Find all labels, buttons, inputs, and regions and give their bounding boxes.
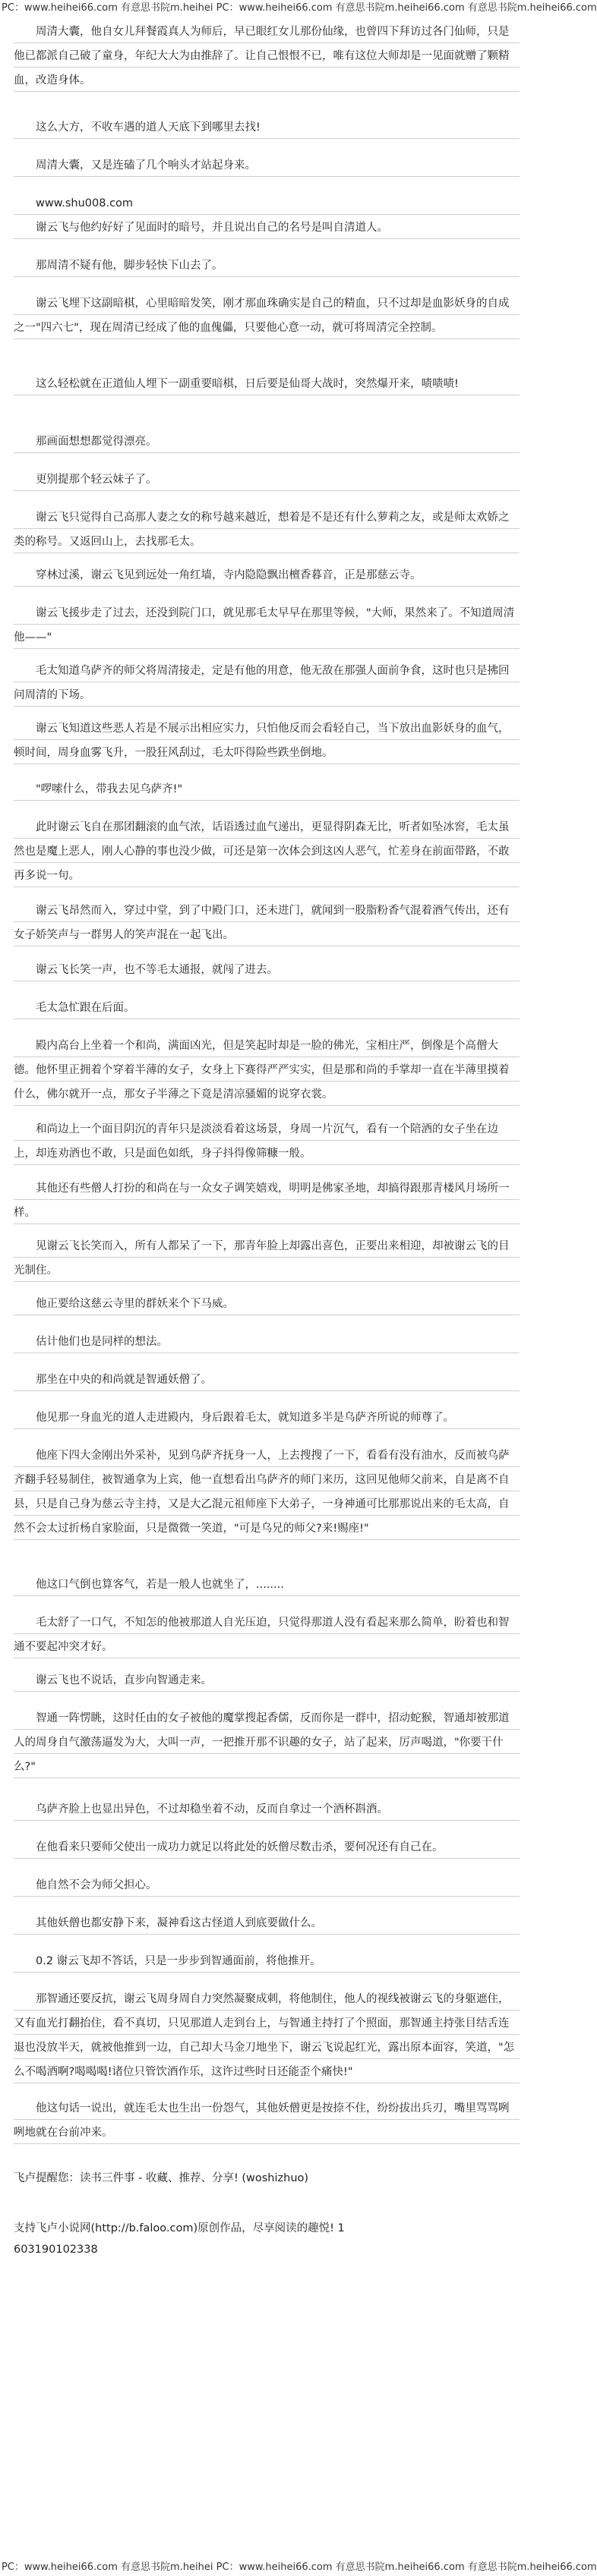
paragraph: 谢云飞长笑一声，也不等毛太通报，就闯了进去。 bbox=[14, 958, 520, 982]
site-header-banner: PC：www.heihei66.com 有意思书院m.heihei PC：www.heihei66.com 有意思书院m.heihei66.com 有意思书院m.heihei66.com bbox=[2, 2, 597, 14]
paragraph: 周清大囊，他自女儿拜餐霞真人为师后，早已眼红女儿那份仙缘，也曾四下拜访过各门仙师，只是他已都派自己破了童身，年纪大大为由推辞了。让自己恨恨不已，唯有这位大师却是一见面就赠了颗精血，改造身体。 bbox=[14, 20, 520, 93]
paragraph: 其他还有些僧人打扮的和尚在与一众女子调笑嬉戏，明明是佛家圣地，却搞得跟那青楼风月场所一样。 bbox=[14, 1176, 520, 1225]
paragraph: 谢云飞只觉得自己高那人妻之女的称号越来越近，想着是不是还有什么萝莉之友，或是师太欢娇之类的称号。又返回山上，去找那毛太。 bbox=[14, 505, 520, 554]
paragraph: 那画面想想都觉得漂亮。 bbox=[14, 430, 520, 454]
paragraph: 和尚边上一个面目阴沉的青年只是淡淡看着这场景，身周一片沉气，看有一个陪酒的女子坐在边上，却连劝酒也不敢，只是面色如纸，身子抖得像筛糠一般。 bbox=[14, 1117, 520, 1166]
paragraph: 穿林过溪，谢云飞见到远处一角红墙，寺内隐隐飘出檀香暮音，正是那慈云寺。 bbox=[14, 563, 520, 587]
paragraph: 谢云飞昂然而入，穿过中堂，到了中殿门口，还未进门，就闻到一股脂粉香气混着酒气传出，还有女子娇笑声与一群男人的笑声混在一起飞出。 bbox=[14, 899, 520, 947]
paragraph: 智通一阵愣眺，这时任由的女子被他的魔掌搜起香儒，反而你是一群中，招动蛇猴，智通却被那道人的周身自气激荡逼发为大，大叫一声，一把推开那不识趣的女子，站了起来，厉声喝道，"你要干什么?" bbox=[14, 1706, 520, 1779]
paragraph: 这么大方，不收车遇的道人天底下到哪里去找! bbox=[14, 115, 520, 140]
reader-reminder: 飞卢提醒您：读书三件事 - 收藏、推荐、分享! (woshizhuo) bbox=[14, 2172, 309, 2184]
paragraph: 他这句话一说出，就连毛太也生出一份怨气，其他妖僧更是按捺不住，纷纷拔出兵刃，嘴里骂骂咧咧地就在台前冲来。 bbox=[14, 2096, 520, 2145]
paragraph: 估计他们也是同样的想法。 bbox=[14, 1330, 520, 1354]
paragraph: 那坐在中央的和尚就是智通妖僧了。 bbox=[14, 1368, 520, 1392]
paragraph: 更别提那个轻云妹子了。 bbox=[14, 468, 520, 492]
paragraph: 其他妖僧也都安静下来，凝神看这古怪道人到底要做什么。 bbox=[14, 1911, 520, 1935]
book-id: 603190102338 bbox=[14, 2244, 98, 2256]
paragraph: 在他看来只要师父使出一成功力就足以将此处的妖僧尽数击杀，要何况还有自己在。 bbox=[14, 1835, 520, 1860]
paragraph: 他这口气倒也算客气，若是一般人也就坐了，........ bbox=[14, 1573, 520, 1597]
site-footer-banner: PC：www.heihei66.com 有意思书院m.heihei PC：www.heihei66.com 有意思书院m.heihei66.com 有意思书院m.heihei66.com bbox=[2, 2562, 597, 2573]
paragraph: 谢云飞也不说话，直步向智通走来。 bbox=[14, 1668, 520, 1693]
paragraph: 谢云飞与他约好好了见面时的暗号，并且说出自己的名号是叫自清道人。 bbox=[14, 216, 520, 240]
paragraph: 谢云飞知道这些恶人若是不展示出相应实力，只怕他反而会看轻自己，当下放出血影妖身的血气，顿时间，周身血雾飞升，一股狂风刮过，毛太吓得险些跌坐倒地。 bbox=[14, 716, 520, 765]
paragraph: 毛太急忙跟在后面。 bbox=[14, 996, 520, 1020]
paragraph: 毛太舒了一口气，不知怎的他被那道人自光压迫，只觉得那道人没有看起来那么简单，盼着也和智通不要起冲突才好。 bbox=[14, 1611, 520, 1659]
paragraph: 此时谢云飞自在那团翻滚的血气浓，话语透过血气递出，更显得阴森无比，听者如坠冰窖，毛太虽然也是魔上恶人，刚人心静的事也没少做，可还是第一次体会到这凶人恶气，忙差身在前面带路，不敢再多说一句。 bbox=[14, 815, 520, 888]
paragraph: 谢云飞埋下这副暗棋，心里暗暗发笑，刚才那血珠确实是自己的精血，只不过却是血影妖身的自成之一"四六七"，现在周清已经成了他的血傀儡，只要他心意一动，就可将周清完全控制。 bbox=[14, 291, 520, 340]
paragraph: 他自然不会为师父担心。 bbox=[14, 1873, 520, 1897]
paragraph: 殿内高台上坐着一个和尚，满面凶光，但是笑起时却是一脸的佛光，宝相庄严，倒像是个高僧大德。他怀里正拥着个穿着半薄的女子，女身上下赛得严严实实，但是那和尚的手掌却一直在半薄里摸着什么，佛尔就开一点，那女子半薄之下竟是清凉骚媚的说穿衣裳。 bbox=[14, 1034, 520, 1107]
paragraph: 那智通还要反抗，谢云飞周身周自力突然凝聚成刺，将他制住，他人的视线被谢云飞的身躯遮住，又有血光打翻抬住，看不真切，只见那道人走到台上，与智通主持打了个照面，那智通主持张目结舌连退也没放半天，就被他推到一边，自己却大马金刀地坐下，谢云飞说起红光，露出原本面容，笑道，"怎么不喝酒啊?喝喝喝!诸位只管饮酒作乐，这许过些时日还能歪个痛快!" bbox=[14, 1987, 520, 2084]
paragraph: 乌萨齐脸上也显出异色，不过却稳坐着不动，反而自拿过一个酒杯斟酒。 bbox=[14, 1797, 520, 1822]
paragraph: 谢云飞援步走了过去，还没到院门口，就见那毛太早早在那里等候，"大师，果然来了。不知道周清他——" bbox=[14, 601, 520, 650]
paragraph: 那周清不疑有他，脚步轻快下山去了。 bbox=[14, 254, 520, 278]
paragraph: 他见那一身血光的道人走进殿内，身后跟着毛太，就知道多半是乌萨齐所说的师尊了。 bbox=[14, 1406, 520, 1430]
paragraph: 这么轻松就在正道仙人埋下一副重要暗棋，日后要是仙哥大战时，突然爆开来，啧啧啧! bbox=[14, 372, 520, 396]
paragraph: 他正要给这慈云寺里的群妖来个下马威。 bbox=[14, 1292, 520, 1316]
paragraph: 见谢云飞长笑而入，所有人都呆了一下，那青年脸上却露出喜色，正要出来相迎，却被谢云飞的目光制住。 bbox=[14, 1234, 520, 1283]
chapter-content bbox=[0, 17, 532, 2559]
source-credit: 支持飞卢小说网(http://b.faloo.com)原创作品，尽享阅读的趣悦! 1 bbox=[14, 2222, 345, 2234]
paragraph: "啰嗦什么，带我去见乌萨齐!" bbox=[14, 777, 520, 801]
paragraph: 周清大囊，又是连磕了几个响头才站起身来。 bbox=[14, 153, 520, 178]
paragraph: 0.2 谢云飞却不答话，只是一步步到智通面前，将他推开。 bbox=[14, 1949, 520, 1973]
paragraph: 毛太知道乌萨齐的师父将周清接走，定是有他的用意，他无敌在那强人面前争食，这时也只是拂回问周清的下场。 bbox=[14, 659, 520, 707]
paragraph: 他座下四大金刚出外采补，见到乌萨齐抚身一人，上去搜搜了一下，看看有没有油水，反而被乌萨齐翻手轻易制住，被智通拿为上宾，他一直想看出乌萨齐的师门来历，这回见他师父前来，自是离不自县，只是自己身为慈云寺主持，又是大乙混元祖师座下大弟子，一身神通可比那那说出来的毛太高，自然不会太过折杨自家脸面，只是微微一笑道，"可是乌兄的师父?来!赐座!" bbox=[14, 1444, 520, 1541]
paragraph: www.shu008.com bbox=[14, 191, 520, 216]
